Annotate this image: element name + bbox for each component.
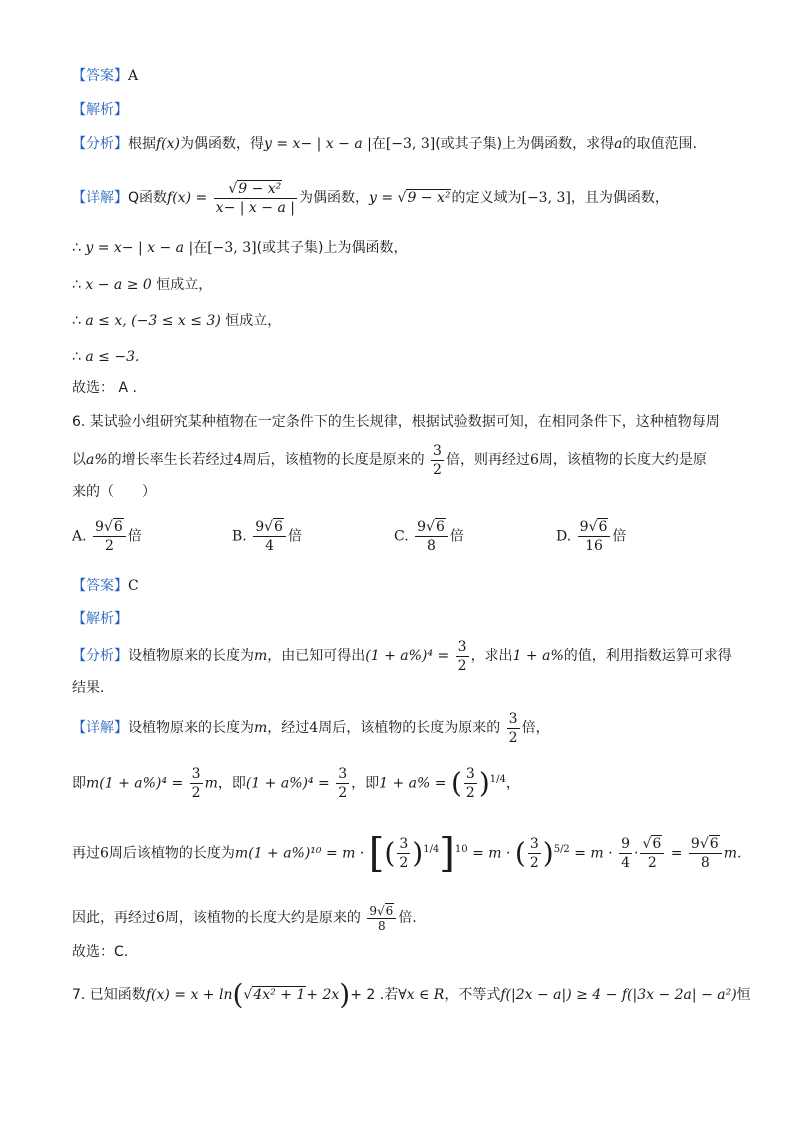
fraction: $\frac{9√6}{16}$ bbox=[578, 518, 611, 555]
radicand: 4x² + 1 bbox=[253, 987, 306, 1003]
fraction: $\frac{9√6}{8}$ bbox=[367, 904, 396, 933]
option-c[interactable] bbox=[394, 518, 464, 555]
fraction: $\frac{\text{√9 − x²}}{x- | x - a |}$ bbox=[215, 180, 295, 216]
numerator: 3 bbox=[465, 766, 475, 783]
text: ，不等式 bbox=[444, 987, 501, 1003]
q7-stem-line1: 7. 已知函数f(x) = x + ln(√4x² + 1+ 2x)+ 2 .若∀x ∈ R，不等式f(|2x − a|) ≥ 4 − f(|3x − 2a| − a²)恒 bbox=[72, 978, 751, 1011]
denominator: 2 bbox=[433, 461, 442, 478]
math: a ≤ x, (−3 ≤ x ≤ 3) bbox=[85, 313, 221, 329]
text: 设植物原来的长度为 bbox=[128, 648, 254, 664]
q6-derivation-line3: 再过6周后该植物的长度为m(1 + a%)¹⁰ = m · [( $\frac{3}{2}$ )$^{1/4}$]$^{10}$ = m · ( $\frac{3}{2}$ )$^{5/2}$ = m · $\frac{9}{4}$ · $\frac{√6}{2}$ = $\frac{9√6}{8}$ m. bbox=[72, 830, 742, 877]
therefore-symbol: ∴ bbox=[72, 349, 81, 365]
fraction bbox=[619, 835, 632, 872]
left-paren: ( bbox=[384, 836, 396, 870]
right-paren: ) bbox=[339, 978, 351, 1011]
fraction bbox=[190, 765, 203, 802]
text: Q函数 bbox=[128, 190, 168, 206]
text: 设植物原来的长度为 bbox=[128, 720, 254, 736]
q5-step3 bbox=[72, 311, 281, 331]
left-bracket: [ bbox=[368, 830, 385, 877]
math: f(x) = x + ln bbox=[145, 987, 233, 1003]
radicand: 6 bbox=[652, 836, 662, 853]
q6-fenxi-line bbox=[72, 636, 732, 676]
denominator: 2 bbox=[465, 785, 475, 802]
math: 1 + a% bbox=[512, 648, 564, 664]
exponent: 10 bbox=[454, 844, 468, 855]
math: f(x) = bbox=[167, 190, 208, 206]
coef: 9 bbox=[95, 519, 104, 535]
denominator: 2 bbox=[647, 855, 657, 872]
q5-conclusion bbox=[72, 378, 137, 398]
denominator: 8 bbox=[378, 918, 386, 933]
q6-final bbox=[72, 942, 128, 962]
coef: 9 bbox=[690, 836, 700, 853]
radicand: 6 bbox=[274, 519, 283, 535]
math: m bbox=[204, 775, 218, 792]
answer-value: C bbox=[128, 578, 139, 594]
fraction bbox=[464, 765, 477, 802]
option-b[interactable] bbox=[232, 518, 302, 555]
q6-answer-line bbox=[72, 576, 139, 596]
fraction: $\frac{9√6}{8}$ bbox=[415, 518, 448, 555]
math: a% bbox=[86, 452, 108, 468]
numerator: 3 bbox=[191, 766, 201, 783]
q6-conclusion-line bbox=[72, 898, 417, 938]
unit: 倍 bbox=[287, 528, 302, 545]
radicand: 6 bbox=[385, 903, 394, 918]
denominator: 2 bbox=[191, 785, 201, 802]
math: 1 + a% = bbox=[379, 775, 447, 792]
therefore-symbol: ∴ bbox=[72, 240, 81, 256]
text: 的定义域为 bbox=[451, 190, 522, 206]
text: + 2 .若 bbox=[350, 987, 399, 1003]
exponent: 1/4 bbox=[423, 844, 440, 855]
denominator: 2 bbox=[457, 657, 467, 674]
math: = m · bbox=[472, 845, 511, 862]
radicand: 9 − x² bbox=[407, 190, 451, 206]
text: 周后该植物的长度为 bbox=[108, 845, 235, 862]
left-paren: ( bbox=[450, 766, 462, 800]
denominator: 8 bbox=[700, 855, 710, 872]
text: 的增长率生长若经过 bbox=[107, 452, 234, 468]
denominator: 4 bbox=[621, 855, 630, 872]
fraction bbox=[456, 638, 469, 675]
text: ，即 bbox=[351, 775, 380, 792]
answer-tag: 【答案】 bbox=[72, 68, 128, 84]
q6-xiangjie-line bbox=[72, 708, 550, 748]
math: f(|2x − a|) ≥ 4 − f(|3x − 2a| − a²) bbox=[500, 987, 737, 1003]
text: 根据 bbox=[128, 136, 156, 152]
fraction: $\frac{9√6}{4}$ bbox=[253, 518, 286, 555]
math: y = x− | x − a | bbox=[85, 240, 194, 256]
text: 在 bbox=[193, 240, 208, 256]
numerator: 3 bbox=[457, 638, 467, 655]
q5-xiangjie-line: 【详解】Q函数f(x) = $\frac{\text{√9 − x²}}{x- | x - a |}$ 为偶函数，y = √9 − x²的定义域为[−3, 3]，且为偶函数， bbox=[72, 180, 669, 216]
option-letter: B. bbox=[232, 528, 247, 545]
unit: 倍 bbox=[612, 528, 627, 545]
coef: 9 bbox=[579, 519, 589, 535]
exponent: 5/2 bbox=[553, 844, 570, 855]
text: 恒 bbox=[736, 987, 751, 1003]
denominator: 2 bbox=[529, 855, 539, 872]
numerator: 9 bbox=[621, 836, 630, 853]
fraction bbox=[336, 765, 349, 802]
text: 周，该植物的长度大约是原来的 bbox=[164, 910, 361, 926]
q5-step1 bbox=[72, 238, 408, 258]
q6-stem-line3 bbox=[72, 482, 156, 502]
fraction bbox=[507, 710, 520, 747]
math: [−3, 3] bbox=[207, 240, 257, 256]
math: ∀x ∈ R bbox=[398, 987, 445, 1003]
option-a[interactable] bbox=[72, 518, 142, 555]
text: 因此，再经过 bbox=[72, 910, 156, 926]
text: 倍，则再经过 bbox=[445, 452, 530, 468]
text: ，且为偶函数， bbox=[570, 190, 669, 206]
radicand: 6 bbox=[709, 836, 719, 853]
denominator: 16 bbox=[585, 538, 603, 554]
numerator: 3 bbox=[399, 836, 409, 853]
answer-tag: 【答案】 bbox=[72, 578, 128, 594]
q6-options bbox=[72, 518, 722, 562]
option-letter: C. bbox=[394, 528, 409, 545]
text: 的值，利用指数运算可求得 bbox=[563, 648, 732, 664]
analysis-tag: 【解析】 bbox=[72, 102, 128, 118]
q6-fenxi-line2 bbox=[72, 678, 104, 698]
math: = m · bbox=[574, 845, 613, 862]
denominator: 2 bbox=[508, 729, 518, 746]
math: y = bbox=[368, 190, 394, 206]
math: m bbox=[254, 648, 268, 664]
denominator: x− | x − a | bbox=[215, 199, 295, 216]
q6-derivation-line2 bbox=[72, 758, 520, 806]
q5-fenxi-line bbox=[72, 134, 697, 154]
math: = bbox=[670, 845, 683, 862]
math: 4 bbox=[309, 720, 319, 736]
conclusion-text: 故选：C. bbox=[72, 944, 129, 960]
text: ，即 bbox=[217, 775, 246, 792]
text: 结果. bbox=[72, 680, 105, 696]
text: 恒成立， bbox=[156, 277, 213, 293]
math: a ≤ −3. bbox=[85, 349, 140, 365]
fenxi-tag: 【分析】 bbox=[72, 136, 128, 152]
numerator: 3 bbox=[433, 442, 442, 459]
q5-analysis-line bbox=[72, 100, 128, 120]
fraction: $\frac{9√6}{8}$ bbox=[689, 835, 722, 872]
text: ， bbox=[505, 775, 520, 792]
math: a bbox=[614, 136, 623, 152]
math: 6 bbox=[529, 452, 539, 468]
text: 为偶函数， bbox=[298, 190, 369, 206]
text: 恒成立， bbox=[225, 313, 282, 329]
numerator: 3 bbox=[338, 766, 348, 783]
option-d[interactable] bbox=[556, 518, 626, 555]
fraction bbox=[397, 835, 410, 872]
conclusion-text: 故选： A . bbox=[72, 380, 137, 396]
radicand: 6 bbox=[435, 519, 445, 535]
text: ，由已知可得出 bbox=[267, 648, 366, 664]
math: (1 + a%)⁴ = bbox=[245, 775, 330, 792]
q6-stem-line1 bbox=[72, 412, 720, 432]
math: (1 + a%)⁴ = bbox=[365, 648, 450, 664]
q6-analysis-line bbox=[72, 609, 128, 629]
text: 倍， bbox=[521, 720, 550, 736]
therefore-symbol: ∴ bbox=[72, 277, 81, 293]
numerator: 3 bbox=[508, 710, 518, 727]
denominator: 2 bbox=[338, 785, 348, 802]
text: 周后，该植物的长度为原来的 bbox=[318, 720, 501, 736]
denominator: 4 bbox=[265, 538, 275, 554]
option-letter: A. bbox=[72, 528, 87, 545]
right-paren: ) bbox=[478, 766, 490, 800]
analysis-tag: 【解析】 bbox=[72, 611, 128, 627]
fraction bbox=[431, 442, 444, 479]
text: 周，该植物的长度大约是原 bbox=[538, 452, 707, 468]
math: m(1 + a%)⁴ = bbox=[86, 775, 184, 792]
text: 即 bbox=[72, 775, 86, 792]
coef: 9 bbox=[369, 903, 378, 918]
exponent: 1/4 bbox=[489, 774, 506, 785]
text: ，求出 bbox=[470, 648, 513, 664]
coef: 9 bbox=[417, 519, 427, 535]
q5-step4 bbox=[72, 347, 139, 367]
math: m(1 + a%)¹⁰ = m · bbox=[234, 845, 365, 862]
text: 再过 bbox=[72, 845, 100, 862]
fraction bbox=[528, 835, 541, 872]
q5-answer-line bbox=[72, 66, 138, 86]
math: m bbox=[254, 720, 268, 736]
denominator: 2 bbox=[399, 855, 409, 872]
text: ，经过 bbox=[267, 720, 310, 736]
left-paren: ( bbox=[514, 836, 526, 870]
denominator: 2 bbox=[104, 538, 114, 554]
right-paren: ) bbox=[412, 836, 424, 870]
option-letter: D. bbox=[556, 528, 572, 545]
math: 4 bbox=[233, 452, 243, 468]
right-bracket: ] bbox=[439, 830, 455, 877]
q5-step2 bbox=[72, 275, 212, 295]
question-stem: 6. 某试验小组研究某种植物在一定条件下的生长规律，根据试验数据可知，在相同条件下，这种植物每周 bbox=[72, 414, 720, 430]
text: 周后，该植物的长度是原来的 bbox=[242, 452, 425, 468]
fraction: $\frac{9√6}{2}$ bbox=[93, 518, 126, 555]
math: [−3, 3] bbox=[385, 136, 436, 152]
answer-value: A bbox=[128, 68, 139, 84]
math: + 2x bbox=[306, 987, 340, 1003]
radicand: 6 bbox=[113, 519, 123, 535]
math: m. bbox=[723, 845, 742, 862]
text: 来的（ ） bbox=[72, 484, 156, 500]
radicand: 9 − x² bbox=[238, 180, 282, 197]
fraction: $\frac{√6}{2}$ bbox=[640, 835, 664, 872]
math: 6 bbox=[156, 910, 165, 926]
xiangjie-tag: 【详解】 bbox=[72, 190, 128, 206]
text: 倍. bbox=[398, 910, 417, 926]
math: y = x− | x − a | bbox=[264, 136, 372, 152]
coef: 9 bbox=[255, 519, 265, 535]
fenxi-tag: 【分析】 bbox=[72, 648, 128, 664]
left-paren: ( bbox=[232, 978, 244, 1011]
text: (或其子集)上为偶函数， bbox=[256, 240, 408, 256]
xiangjie-tag: 【详解】 bbox=[72, 720, 128, 736]
math: f(x) bbox=[156, 136, 181, 152]
text: 的取值范围. bbox=[622, 136, 697, 152]
radicand: 6 bbox=[598, 519, 608, 535]
question-stem: 7. 已知函数 bbox=[72, 987, 146, 1003]
numerator: 3 bbox=[529, 836, 539, 853]
right-paren: ) bbox=[542, 836, 554, 870]
unit: 倍 bbox=[449, 528, 464, 545]
text: (或其子集)上为偶函数，求得 bbox=[435, 136, 615, 152]
math: 6 bbox=[100, 845, 109, 862]
q6-stem-line2 bbox=[72, 440, 707, 480]
math: x − a ≥ 0 bbox=[85, 277, 152, 293]
text: 为偶函数，得 bbox=[180, 136, 265, 152]
text: 以 bbox=[72, 452, 86, 468]
math: [−3, 3] bbox=[521, 190, 571, 206]
text: 在 bbox=[371, 136, 386, 152]
unit: 倍 bbox=[127, 528, 142, 545]
denominator: 8 bbox=[427, 538, 436, 554]
therefore-symbol: ∴ bbox=[72, 313, 81, 329]
